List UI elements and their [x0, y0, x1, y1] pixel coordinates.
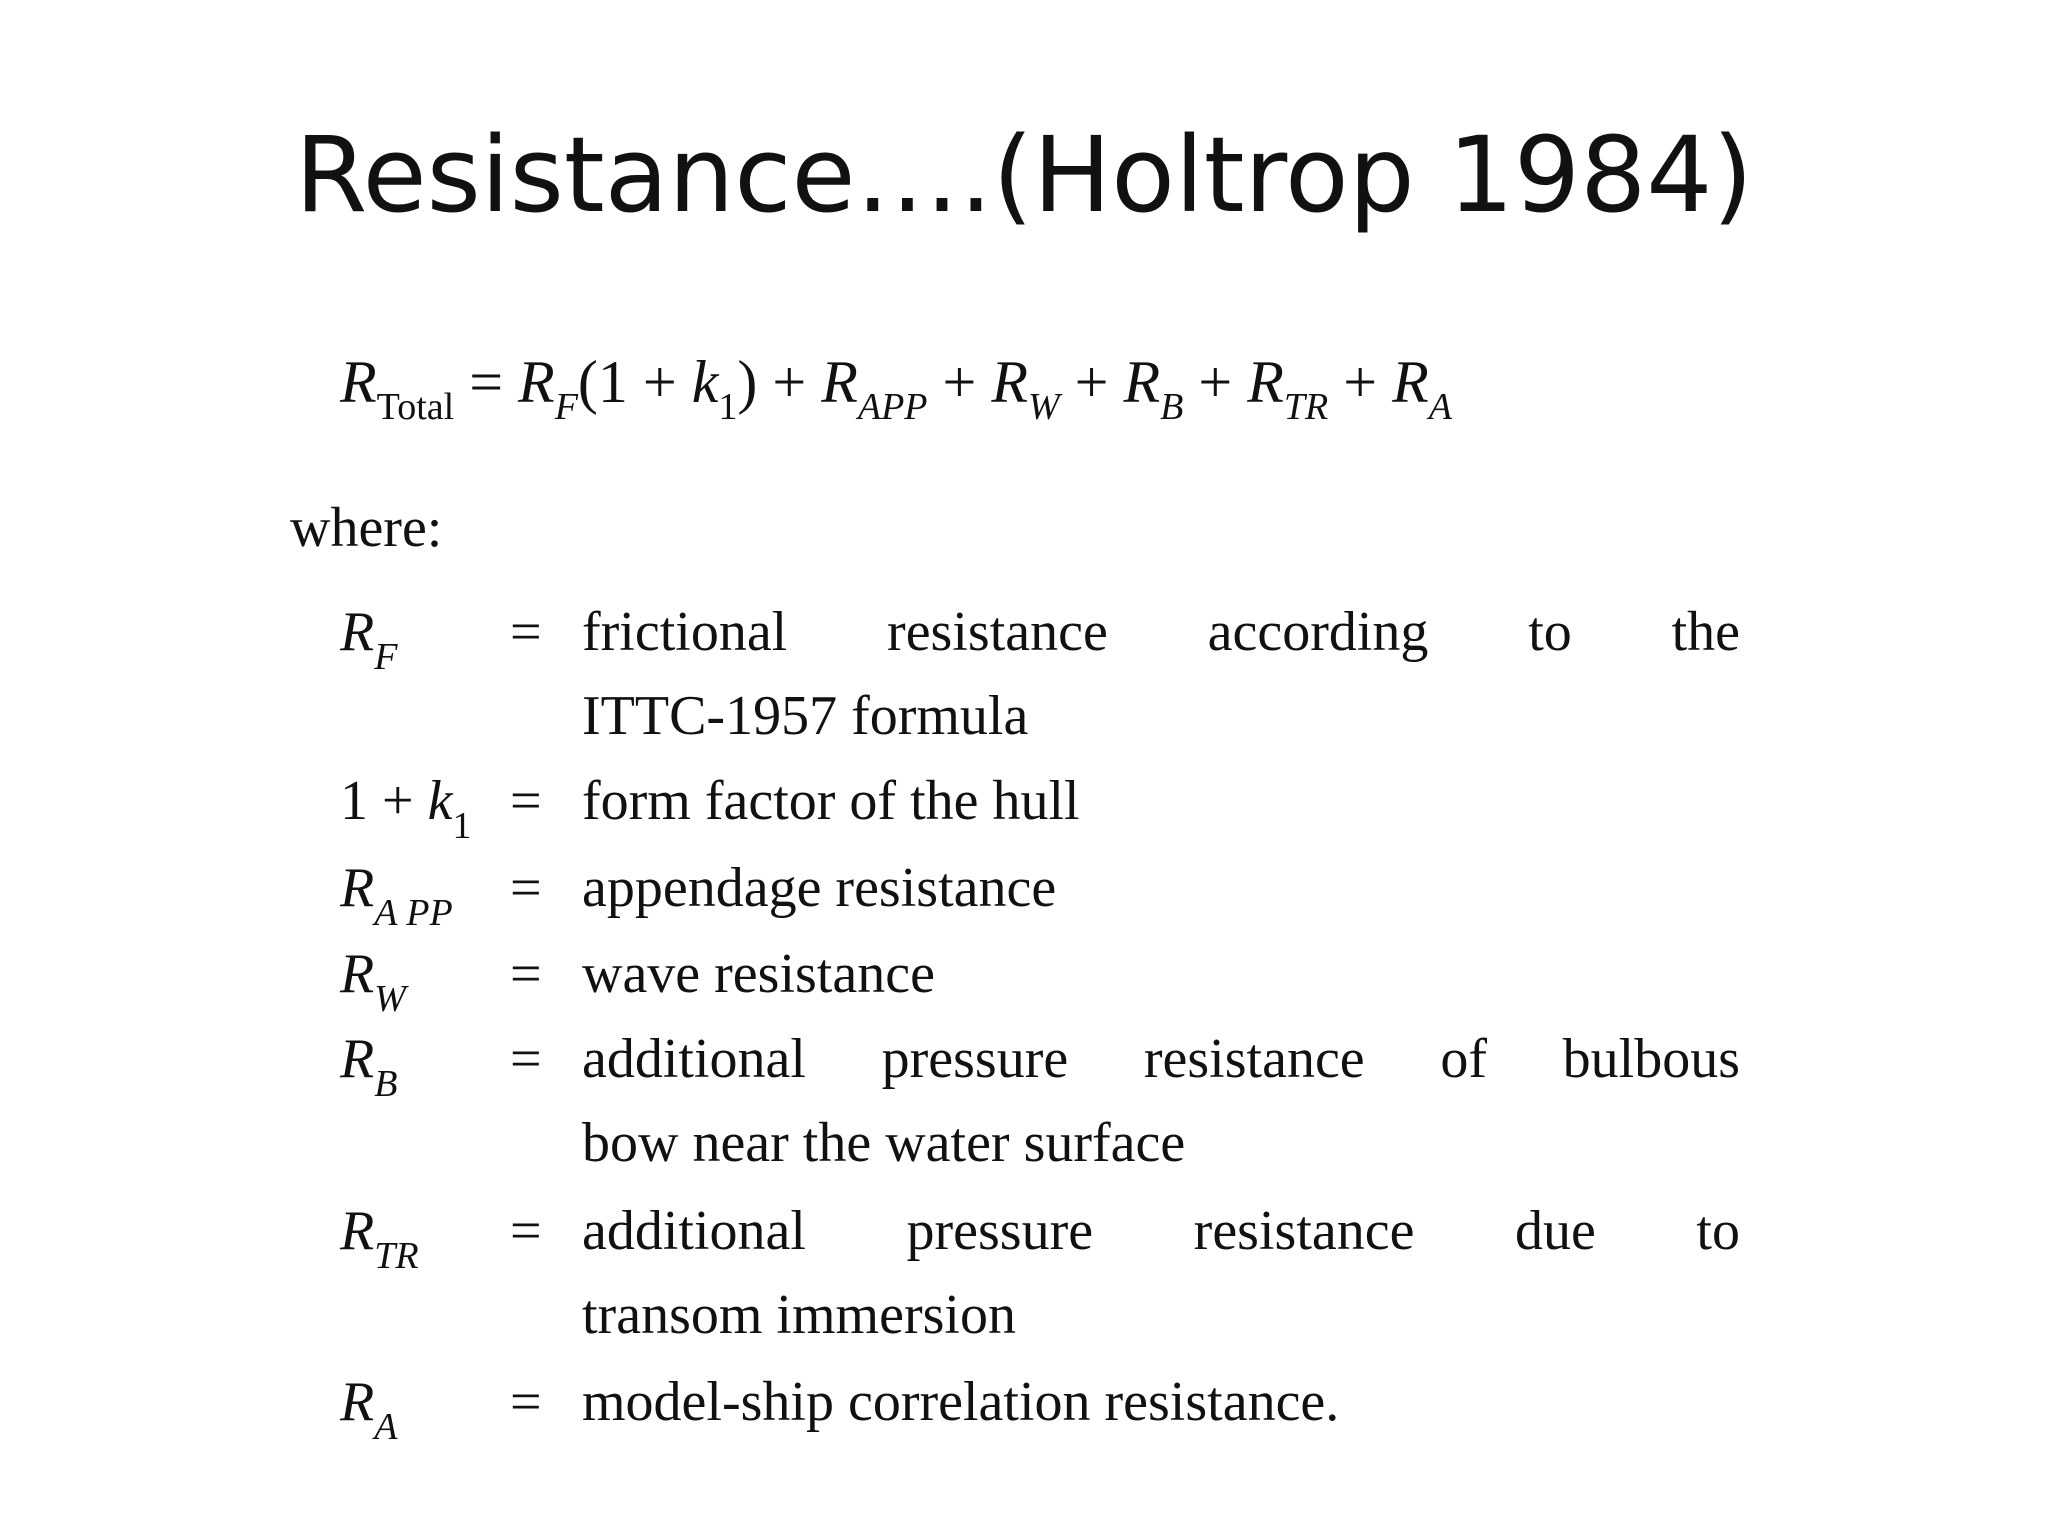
definition-equals: = — [510, 601, 542, 663]
eq-r-tr: $R_{TR}$ — [1247, 349, 1329, 429]
definition-text — [582, 770, 1740, 832]
eq-paren-open: (1 + — [577, 349, 692, 415]
definition-line: ITTC-1957 formula — [582, 685, 1029, 747]
definition-text — [582, 1200, 1740, 1346]
eq-plus: + — [1328, 349, 1393, 415]
definition-equals: = — [510, 1371, 542, 1433]
slide-title: Resistance….(Holtrop 1984) — [295, 114, 1753, 236]
eq-k1: $k_1$ — [691, 349, 738, 429]
definition-line: wave resistance — [582, 943, 935, 1005]
eq-plus: + — [1059, 349, 1124, 415]
definition-text — [582, 1028, 1740, 1174]
definition-equals: = — [510, 857, 542, 919]
definition-symbol: $R_F$ — [340, 601, 398, 678]
eq-r-app: $R_{APP}$ — [821, 349, 928, 429]
eq-r-f: $R_F$ — [518, 349, 578, 429]
definition-equals: = — [510, 1200, 542, 1262]
definition-symbol: $R_B$ — [340, 1028, 398, 1105]
definition-text — [582, 601, 1740, 747]
eq-r-w: $R_W$ — [991, 349, 1060, 429]
eq-r-total: $R_{Total}$ — [340, 349, 455, 429]
definition-line: additional pressure resistance of bulbous — [582, 1028, 1740, 1090]
eq-paren-close: ) + — [737, 349, 822, 415]
total-resistance-equation — [340, 349, 1452, 429]
eq-r-a: $R_A$ — [1392, 349, 1452, 429]
definition-symbol: $1 + k_1$ — [340, 770, 472, 847]
definition-line: frictional resistance according to the — [582, 601, 1740, 663]
definition-text — [582, 1371, 1740, 1433]
definition-equals: = — [510, 770, 542, 832]
definition-line: form factor of the hull — [582, 770, 1080, 832]
definition-line: additional pressure resistance due to — [582, 1200, 1740, 1262]
definition-text — [582, 943, 1740, 1005]
definition-text — [582, 857, 1740, 919]
definition-symbol: $R_A$ — [340, 1371, 398, 1448]
eq-equals: = — [454, 349, 519, 415]
eq-plus: + — [927, 349, 992, 415]
definition-line: model-ship correlation resistance. — [582, 1371, 1340, 1433]
definition-symbol: $R_{TR}$ — [340, 1200, 419, 1277]
eq-r-b: $R_B$ — [1123, 349, 1184, 429]
definition-line: transom immersion — [582, 1284, 1016, 1346]
eq-plus: + — [1183, 349, 1248, 415]
definition-line: bow near the water surface — [582, 1112, 1186, 1174]
definition-symbol: $R_{A PP}$ — [340, 857, 453, 934]
where-label: where: — [290, 497, 443, 559]
definition-symbol: $R_W$ — [340, 943, 406, 1020]
definition-line: appendage resistance — [582, 857, 1057, 919]
definition-equals: = — [510, 943, 542, 1005]
definition-equals: = — [510, 1028, 542, 1090]
